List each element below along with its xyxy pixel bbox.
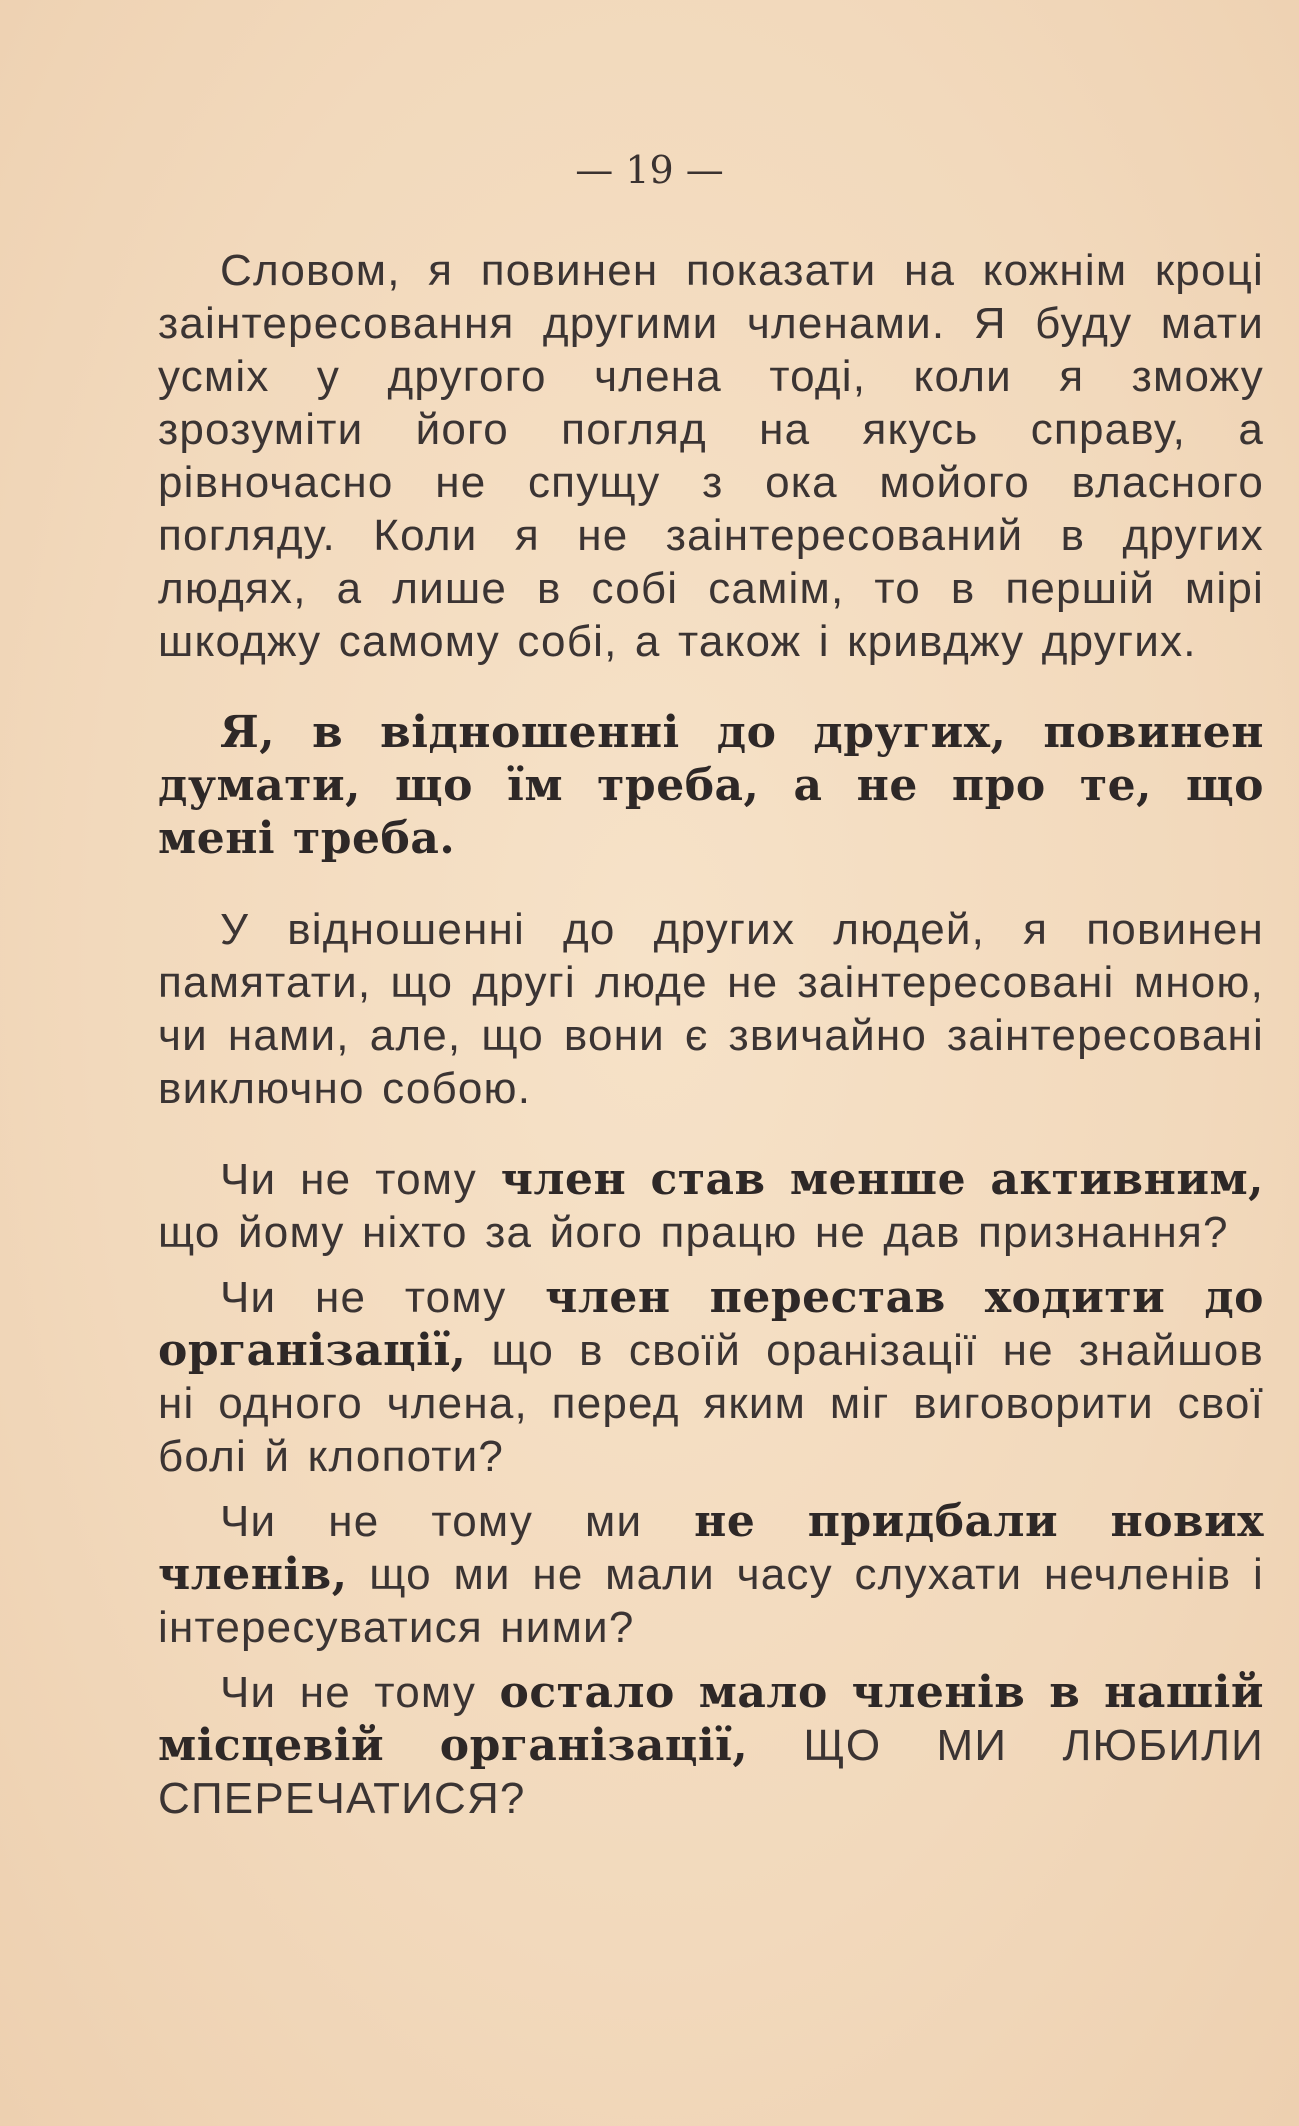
paragraph-5-lead: Чи не тому — [220, 1273, 546, 1322]
paragraph-2: Я, в відношенні до других, повинен думати, що їм треба, а не про те, що мені треба. — [158, 707, 1264, 864]
paragraph-4-rest: що йому ніхто за його працю не дав признання? — [158, 1208, 1229, 1257]
paragraph-7-emphasis: остало мало членів в нашій місцевій організації, — [158, 1667, 1265, 1771]
paragraph-7 — [158, 1666, 1264, 1825]
paragraph-6-emphasis: не придбали нових членів, — [158, 1496, 1264, 1600]
paragraph-3: У відношенні до других людей, я повинен памятати, що другі люде не заінтересовані мною, чи нами, але, що вони є звичайно заінтересовані виключно собою. — [158, 905, 1264, 1113]
paragraph-6 — [158, 1495, 1264, 1654]
paragraph-5 — [158, 1271, 1264, 1483]
paragraph-4 — [158, 1153, 1264, 1259]
paragraph-4-emphasis: член став менше активним, — [500, 1154, 1264, 1205]
paragraph-4-lead: Чи не тому — [220, 1155, 501, 1204]
paragraph-7-lead: Чи не тому — [220, 1668, 500, 1717]
paragraph-6-rest: що ми не мали часу слухати нечленів і інтересуватися ними? — [158, 1550, 1264, 1652]
body-text — [158, 244, 1264, 1825]
paragraph-5-emphasis: член перестав ходити до організації, — [158, 1272, 1265, 1376]
paragraph-7-rest: ЩО МИ ЛЮБИЛИ СПЕРЕЧАТИСЯ? — [158, 1721, 1264, 1823]
paragraph-5-rest: що в своїй оранізації не знайшов ні одного члена, перед яким міг виговорити свої болі й клопоти? — [158, 1326, 1264, 1481]
paragraph-1: Словом, я повинен показати на кожнім кроці заінтересовання другими членами. Я буду мати усміх у другого члена тоді, коли я зможу зрозуміти його погляд на якусь справу, а рівночасно не спущу з ока мойого власного погляду. Коли я не заінтересований в других людях, а лише в собі самім, то в першій мірі шкоджу самому собі, а також і кривджу других. — [158, 246, 1264, 666]
paragraph-6-lead: Чи не тому ми — [220, 1497, 695, 1546]
page-number: — 19 — — [575, 148, 724, 192]
